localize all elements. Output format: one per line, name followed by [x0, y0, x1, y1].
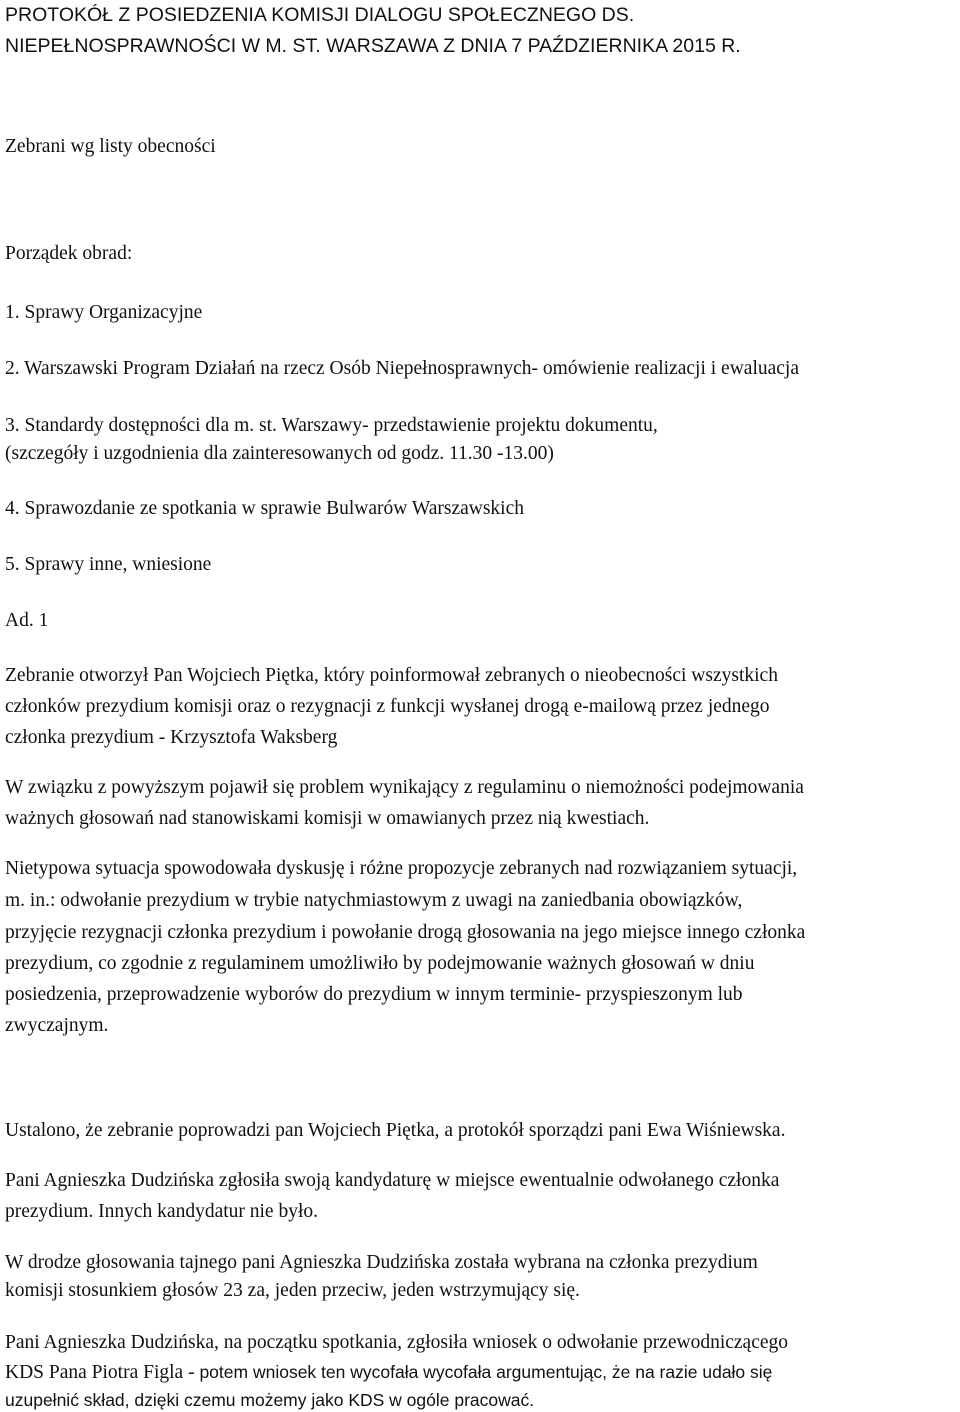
agenda-heading: Porządek obrad:: [5, 243, 133, 264]
agenda-item-1: 1. Sprawy Organizacyjne: [5, 302, 203, 323]
attendance-note: Zebrani wg listy obecności: [5, 136, 216, 157]
paragraph-7-line-3: uzupełnić skład, dzięki czemu możemy jako KDS w ogóle pracować.: [5, 1390, 535, 1410]
paragraph-3-line-6: zwyczajnym.: [5, 1015, 109, 1036]
agenda-item-5: 5. Sprawy inne, wniesione: [5, 554, 212, 575]
paragraph-7-line-1: Pani Agnieszka Dudzińska, na początku spotkania, zgłosiła wniosek o odwołanie przewodniczącego: [5, 1332, 789, 1353]
paragraph-3-line-4: prezydium, co zgodnie z regulaminem umożliwiło by podejmowanie ważnych głosowań w dniu: [5, 953, 755, 974]
paragraph-3-line-3: przyjęcie rezygnacji członka prezydium i powołanie drogą głosowania na jego miejsce innego członka: [5, 922, 806, 943]
paragraph-2-line-1: W związku z powyższym pojawił się problem wynikający z regulaminu o niemożności podejmowania: [5, 777, 804, 798]
paragraph-3-line-2: m. in.: odwołanie prezydium w trybie natychmiastowym z uwagi na zaniedbania obowiązków,: [5, 890, 743, 911]
paragraph-3-line-1: Nietypowa sytuacja spowodowała dyskusję i różne propozycje zebranych nad rozwiązaniem sytuacji,: [5, 858, 798, 879]
document-title-line-2: NIEPEŁNOSPRAWNOŚCI W M. ST. WARSZAWA Z DNIA 7 PAŹDZIERNIKA 2015 R.: [5, 35, 741, 57]
paragraph-6-line-1: W drodze głosowania tajnego pani Agnieszka Dudzińska została wybrana na członka prezydium: [5, 1252, 758, 1273]
agenda-item-2: 2. Warszawski Program Działań na rzecz Osób Niepełnosprawnych- omówienie realizacji i ewaluacja: [5, 358, 799, 379]
section-heading: Ad. 1: [5, 610, 49, 631]
agenda-item-4: 4. Sprawozdanie ze spotkania w sprawie Bulwarów Warszawskich: [5, 498, 524, 519]
paragraph-1-line-2: członków prezydium komisji oraz o rezygnacji z funkcji wysłanej drogą e-mailową przez jednego: [5, 696, 770, 717]
paragraph-6-line-2: komisji stosunkiem głosów 23 za, jeden przeciw, jeden wstrzymujący się.: [5, 1280, 580, 1301]
paragraph-2-line-2: ważnych głosowań nad stanowiskami komisji w omawianych przez nią kwestiach.: [5, 808, 650, 829]
paragraph-7-line-2: [5, 1361, 772, 1384]
document-title-line-1: PROTOKÓŁ Z POSIEDZENIA KOMISJI DIALOGU SPOŁECZNEGO DS.: [5, 4, 635, 26]
agenda-item-3-line-1: 3. Standardy dostępności dla m. st. Warszawy- przedstawienie projektu dokumentu,: [5, 415, 658, 436]
paragraph-7-line-2-part-2: potem wniosek ten wycofała wycofała argumentując, że na razie udało się: [199, 1362, 773, 1382]
paragraph-1-line-3: członka prezydium - Krzysztofa Waksberg: [5, 727, 338, 748]
paragraph-3-line-5: posiedzenia, przeprowadzenie wyborów do prezydium w innym terminie- przyspieszonym lub: [5, 984, 743, 1005]
paragraph-7-line-2-part-1: KDS Pana Piotra Figla -: [5, 1362, 200, 1383]
paragraph-4-line-1: Ustalono, że zebranie poprowadzi pan Wojciech Piętka, a protokół sporządzi pani Ewa Wiśniewska.: [5, 1120, 786, 1141]
paragraph-5-line-1: Pani Agnieszka Dudzińska zgłosiła swoją kandydaturę w miejsce ewentualnie odwołanego członka: [5, 1170, 780, 1191]
paragraph-1-line-1: Zebranie otworzył Pan Wojciech Piętka, który poinformował zebranych o nieobecności wszystkich: [5, 665, 778, 686]
agenda-item-3-line-2: (szczegóły i uzgodnienia dla zainteresowanych od godz. 11.30 -13.00): [5, 443, 554, 464]
paragraph-5-line-2: prezydium. Innych kandydatur nie było.: [5, 1201, 318, 1222]
